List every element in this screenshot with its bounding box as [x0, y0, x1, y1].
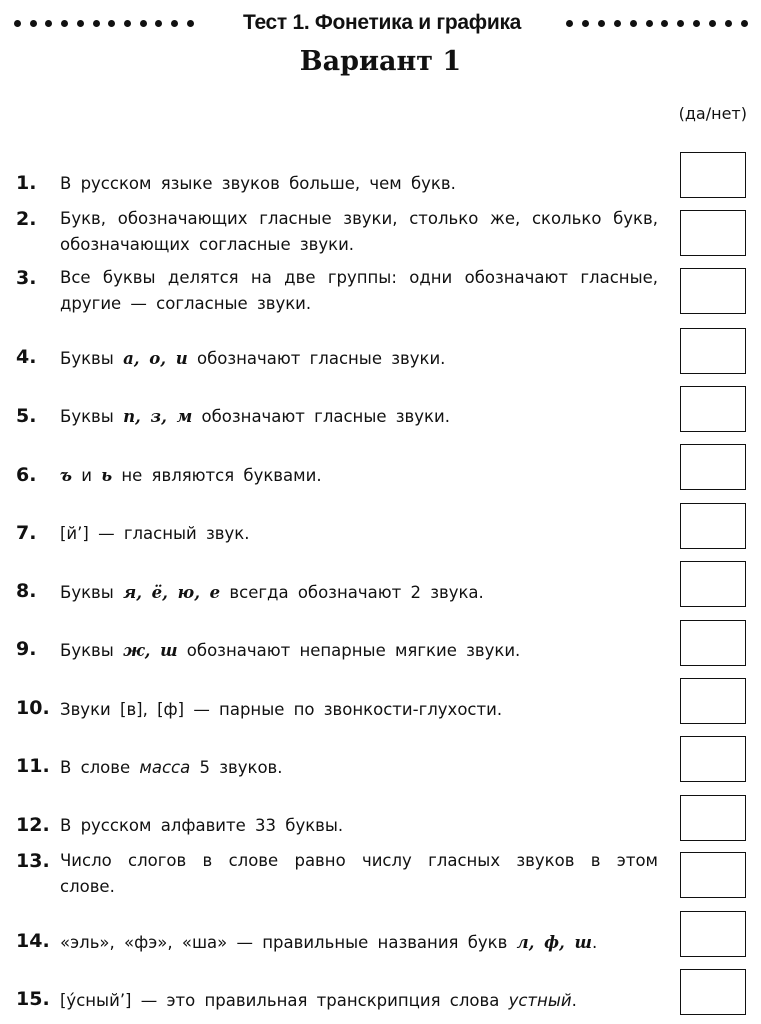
test-title: Тест 1. Фонетика и графика: [242, 11, 522, 34]
answer-box[interactable]: [680, 268, 746, 314]
answer-box[interactable]: [680, 210, 746, 256]
item-text: Буквы ж, ш обозначают непарные мягкие звуки.: [60, 641, 521, 660]
item-text: [й’] — гласный звук.: [60, 524, 250, 543]
item-number: 10.: [16, 697, 50, 719]
variant-title: Вариант 1: [299, 46, 462, 77]
item-text: Буквы а, о, и обозначают гласные звуки.: [60, 349, 446, 368]
answer-box[interactable]: [680, 795, 746, 841]
answer-box[interactable]: [680, 911, 746, 957]
item-number: 8.: [16, 580, 37, 602]
item-text: Буквы п, з, м обозначают гласные звуки.: [60, 407, 450, 426]
decorative-dots-right: [566, 6, 748, 40]
item-number: 14.: [16, 930, 50, 952]
item-number: 13.: [16, 850, 50, 872]
item-text: Звуки [в], [ф] — парные по звонкости-глухости.: [60, 700, 503, 719]
item-number: 12.: [16, 814, 50, 836]
item-text: «эль», «фэ», «ша» — правильные названия букв л, ф, ш.: [60, 933, 598, 952]
item-text: [у́сный’] — это правильная транскрипция слова устный.: [60, 991, 577, 1010]
item-number: 7.: [16, 522, 37, 544]
item-text: В слове масса 5 звуков.: [60, 758, 283, 777]
answer-hint: (да/нет): [678, 104, 747, 123]
answer-box[interactable]: [680, 386, 746, 432]
answer-box[interactable]: [680, 852, 746, 898]
item-number: 1.: [16, 172, 37, 194]
item-text: Число слогов в слове равно числу гласных звуков в этом слове.: [60, 851, 658, 896]
item-number: 3.: [16, 267, 37, 289]
item-number: 9.: [16, 638, 37, 660]
answer-box[interactable]: [680, 620, 746, 666]
answer-box[interactable]: [680, 561, 746, 607]
item-number: 11.: [16, 755, 50, 777]
item-text: В русском языке звуков больше, чем букв.: [60, 174, 456, 193]
answer-box[interactable]: [680, 328, 746, 374]
item-number: 4.: [16, 346, 37, 368]
decorative-dots-left: [14, 6, 194, 40]
answer-box[interactable]: [680, 444, 746, 490]
answer-box[interactable]: [680, 152, 746, 198]
item-number: 6.: [16, 464, 37, 486]
item-text: ъ и ь не являются буквами.: [60, 466, 322, 485]
item-number: 5.: [16, 405, 37, 427]
item-text: В русском алфавите 33 буквы.: [60, 816, 344, 835]
item-number: 15.: [16, 988, 50, 1010]
answer-box[interactable]: [680, 736, 746, 782]
item-text: Букв, обозначающих гласные звуки, столько же, сколько букв, обозначающих согласные звуки.: [60, 209, 658, 254]
item-text: Все буквы делятся на две группы: одни обозначают гласные, другие — согласные звуки.: [60, 268, 658, 313]
item-number: 2.: [16, 208, 37, 230]
item-text: Буквы я, ё, ю, е всегда обозначают 2 звука.: [60, 583, 484, 602]
answer-box[interactable]: [680, 969, 746, 1015]
page-header: [0, 6, 761, 40]
answer-box[interactable]: [680, 678, 746, 724]
answer-box[interactable]: [680, 503, 746, 549]
